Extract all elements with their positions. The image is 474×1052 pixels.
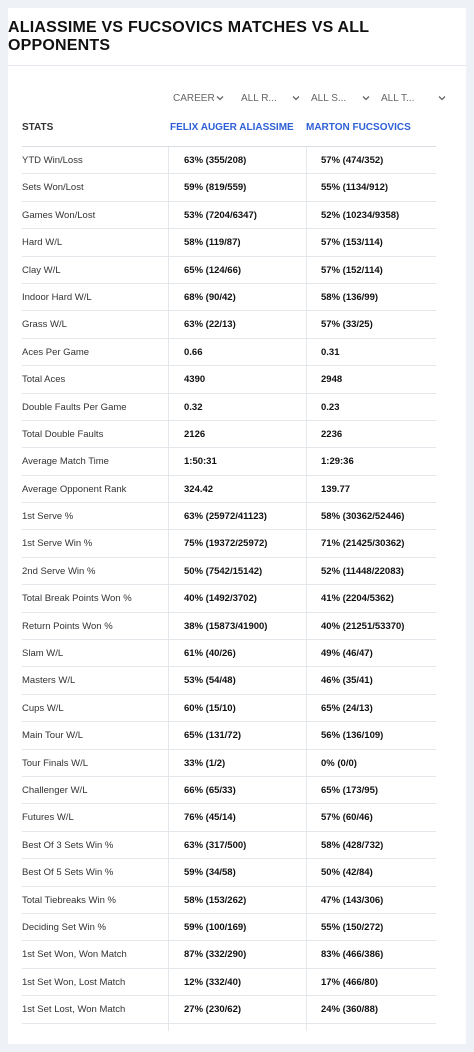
filter-bar (165, 88, 447, 108)
stat-label: Hard W/L (22, 237, 63, 249)
player2-value: 0.31 (321, 346, 340, 358)
player1-value: 65% (124/66) (184, 264, 242, 276)
table-row (22, 339, 436, 366)
stat-label: Average Opponent Rank (22, 483, 127, 495)
player1-value: 4390 (184, 374, 206, 386)
table-row (22, 832, 436, 859)
stat-label: Best Of 3 Sets Win % (22, 839, 114, 851)
table-row (22, 202, 436, 229)
player1-value: 61% (40/26) (184, 648, 236, 660)
table-row (22, 448, 436, 475)
player2-value: 50% (42/84) (321, 867, 373, 879)
player2-value: 56% (136/109) (321, 730, 384, 742)
player1-value: 2126 (184, 428, 206, 440)
player1-value: 58% (119/87) (184, 237, 241, 249)
player2-value: 57% (60/46) (321, 812, 373, 824)
player1-value: 0.32 (184, 401, 203, 413)
player1-value: 27% (230/62) (184, 1004, 242, 1016)
table-row (22, 750, 436, 777)
table-row (22, 640, 436, 667)
filter-career-dropdown[interactable] (165, 88, 225, 108)
player1-value: 87% (332/290) (184, 949, 247, 961)
player1-value: 40% (1492/3702) (184, 593, 257, 605)
stat-label: Grass W/L (22, 319, 67, 331)
stats-column-header: STATS (22, 122, 54, 133)
table-row (22, 667, 436, 694)
player1-value: 66% (65/33) (184, 784, 236, 796)
table-row (22, 229, 436, 256)
player1-column-header[interactable]: FELIX AUGER ALIASSIME (170, 122, 294, 133)
player1-value: 65% (131/72) (184, 730, 242, 742)
player2-value: 58% (428/732) (321, 839, 384, 851)
stat-label: 1st Set Won, Lost Match (22, 976, 126, 988)
player2-value: 139.77 (321, 483, 351, 495)
chevron-down-icon (291, 93, 301, 103)
chevron-down-icon (437, 93, 447, 103)
table-row (22, 722, 436, 749)
player2-value: 49% (46/47) (321, 648, 373, 660)
table-row (22, 174, 436, 201)
page-title: ALIASSIME VS FUCSOVICS MATCHES VS ALL OPPONENTS (8, 18, 369, 54)
player2-value: 17% (466/80) (321, 976, 379, 988)
stat-label: Masters W/L (22, 675, 76, 687)
stats-table-body (22, 147, 436, 1024)
stat-label: Clay W/L (22, 264, 61, 276)
table-row (22, 558, 436, 585)
table-header (22, 114, 436, 142)
player2-value: 24% (360/88) (321, 1004, 379, 1016)
stat-label: Aces Per Game (22, 346, 90, 358)
stat-label: Tour Finals W/L (22, 757, 88, 769)
player1-value: 68% (90/42) (184, 291, 236, 303)
stat-label: 1st Set Lost, Won Match (22, 1004, 126, 1016)
stat-label: 1st Serve Win % (22, 538, 93, 550)
table-row (22, 530, 436, 557)
player1-value: 33% (1/2) (184, 757, 226, 769)
player2-value: 57% (153/114) (321, 237, 383, 249)
player2-value: 57% (33/25) (321, 319, 373, 331)
filter-tournaments-dropdown[interactable] (375, 88, 447, 108)
stat-label: Total Double Faults (22, 428, 104, 440)
table-row (22, 613, 436, 640)
stat-label: 1st Serve % (22, 511, 74, 523)
stat-label: Cups W/L (22, 702, 64, 714)
filter-label: ALL R... (241, 92, 277, 104)
table-row (22, 284, 436, 311)
player2-value: 46% (35/41) (321, 675, 373, 687)
stat-label: YTD Win/Loss (22, 155, 83, 166)
stat-label: Average Match Time (22, 456, 109, 468)
player1-value: 63% (22/13) (184, 319, 236, 331)
player2-value: 41% (2204/5362) (321, 593, 394, 605)
stat-label: Challenger W/L (22, 784, 88, 796)
stat-label: Double Faults Per Game (22, 401, 127, 413)
stat-label: Deciding Set Win % (22, 921, 106, 933)
player1-value: 75% (19372/25972) (184, 538, 268, 550)
table-row (22, 914, 436, 941)
player1-value: 59% (819/559) (184, 182, 247, 194)
table-row (22, 804, 436, 831)
player1-value: 63% (355/208) (184, 155, 247, 166)
player2-value: 1:29:36 (321, 456, 354, 468)
filter-rounds-dropdown[interactable] (235, 88, 301, 108)
filter-surfaces-dropdown[interactable] (305, 88, 371, 108)
stat-label: Total Tiebreaks Win % (22, 894, 116, 906)
table-row (22, 257, 436, 284)
table-row (22, 147, 436, 174)
filter-label: ALL T... (381, 92, 415, 104)
filter-label: CAREER (173, 92, 215, 104)
table-row (22, 421, 436, 448)
stat-label: Main Tour W/L (22, 730, 84, 742)
player1-value: 38% (15873/41900) (184, 620, 268, 632)
table-row (22, 695, 436, 722)
player2-value: 55% (1134/912) (321, 182, 389, 194)
stat-label: Games Won/Lost (22, 209, 96, 221)
player2-value: 0% (0/0) (321, 757, 357, 769)
player1-value: 324.42 (184, 483, 214, 495)
player2-value: 40% (21251/53370) (321, 620, 405, 632)
table-row (22, 941, 436, 968)
stat-label: Indoor Hard W/L (22, 291, 92, 303)
table-row (22, 887, 436, 914)
stat-label: Slam W/L (22, 648, 64, 660)
player2-value: 83% (466/386) (321, 949, 384, 961)
player1-value: 0.66 (184, 346, 203, 358)
player2-value: 57% (152/114) (321, 264, 383, 276)
player2-value: 0.23 (321, 401, 340, 413)
player1-value: 60% (15/10) (184, 702, 236, 714)
player1-value: 53% (54/48) (184, 675, 236, 687)
table-row (22, 503, 436, 530)
table-row (22, 969, 436, 996)
stat-label: Sets Won/Lost (22, 182, 84, 194)
chevron-down-icon (361, 93, 371, 103)
stat-label: Return Points Won % (22, 620, 113, 632)
stat-label: Best Of 5 Sets Win % (22, 867, 114, 879)
table-row (22, 996, 436, 1023)
player2-value: 57% (474/352) (321, 155, 384, 166)
player1-value: 59% (34/58) (184, 867, 236, 879)
player2-value: 52% (11448/22083) (321, 565, 404, 577)
player1-value: 59% (100/169) (184, 921, 247, 933)
table-row (22, 366, 436, 393)
table-row (22, 394, 436, 421)
player2-value: 2236 (321, 428, 343, 440)
player2-value: 65% (24/13) (321, 702, 373, 714)
player1-value: 50% (7542/15142) (184, 565, 263, 577)
player1-value: 53% (7204/6347) (184, 209, 257, 221)
player1-value: 76% (45/14) (184, 812, 236, 824)
player2-value: 55% (150/272) (321, 921, 384, 933)
player1-value: 58% (153/262) (184, 894, 247, 906)
table-row (22, 585, 436, 612)
player2-value: 58% (136/99) (321, 291, 379, 303)
player2-value: 71% (21425/30362) (321, 538, 405, 550)
player2-value: 47% (143/306) (321, 894, 384, 906)
player2-value: 58% (30362/52446) (321, 511, 405, 523)
table-row (22, 311, 436, 338)
filter-label: ALL S... (311, 92, 347, 104)
stat-label: 1st Set Won, Won Match (22, 949, 127, 961)
stat-label: Total Break Points Won % (22, 593, 132, 605)
player2-value: 2948 (321, 374, 343, 386)
chevron-down-icon (215, 93, 225, 103)
stat-label: Futures W/L (22, 812, 74, 824)
table-row (22, 777, 436, 804)
stat-label: 2nd Serve Win % (22, 565, 96, 577)
player2-value: 65% (173/95) (321, 784, 379, 796)
player1-value: 63% (317/500) (184, 839, 247, 851)
player1-value: 12% (332/40) (184, 976, 242, 988)
player2-column-header[interactable]: MARTON FUCSOVICS (306, 122, 411, 133)
title-bar (8, 8, 466, 66)
table-row (22, 476, 436, 503)
player1-value: 63% (25972/41123) (184, 511, 267, 523)
player2-value: 52% (10234/9358) (321, 209, 400, 221)
player1-value: 1:50:31 (184, 456, 217, 468)
stat-label: Total Aces (22, 374, 66, 386)
table-row (22, 859, 436, 886)
